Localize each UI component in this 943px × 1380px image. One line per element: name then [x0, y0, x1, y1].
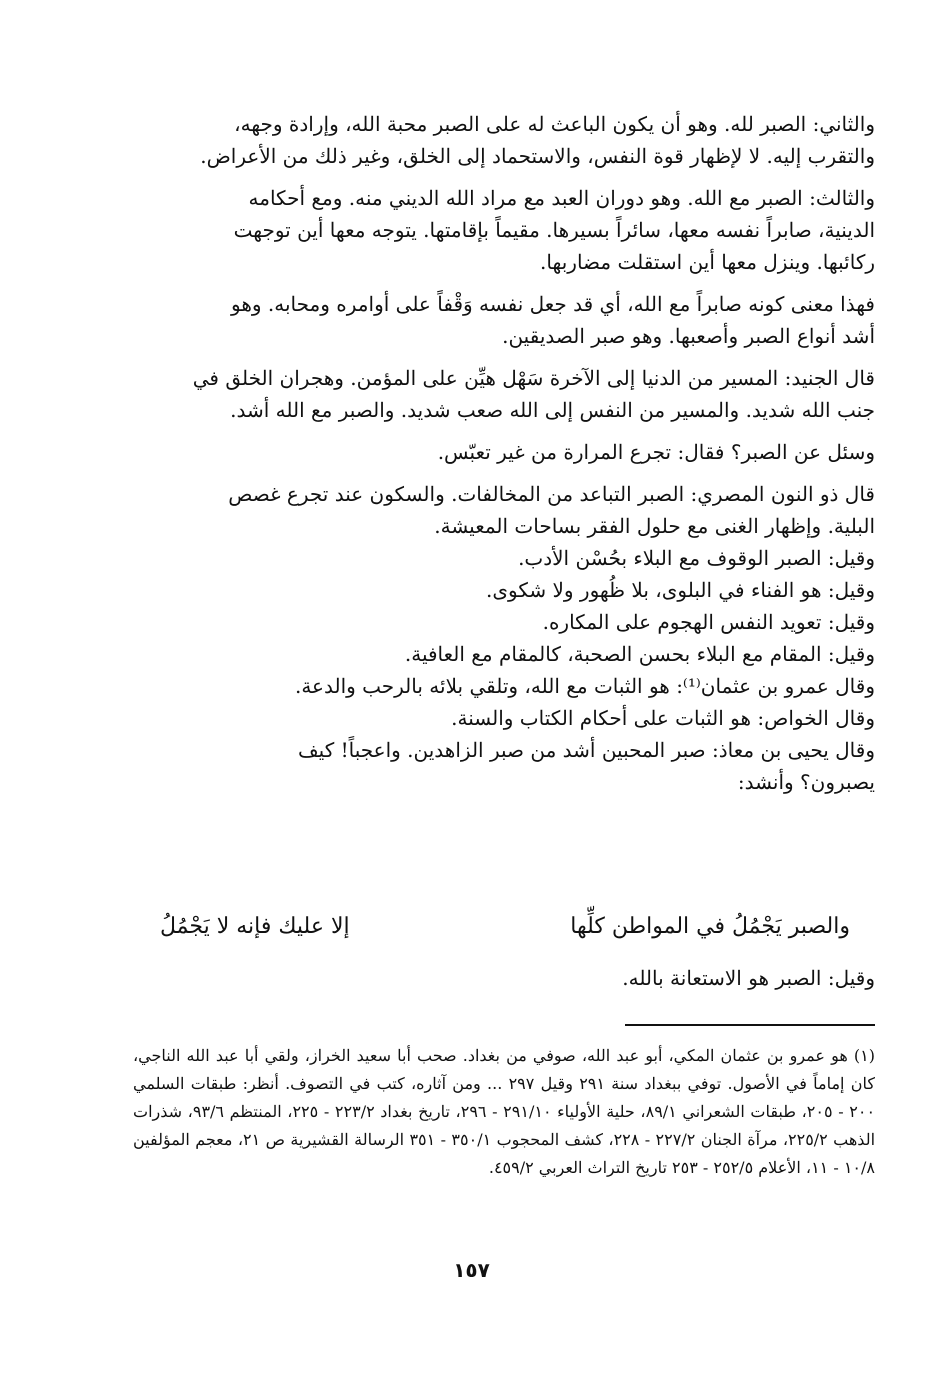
final-saying: وقيل: الصبر هو الاستعانة بالله.	[622, 966, 875, 990]
footnote	[133, 1042, 875, 1182]
footnote-text: هو عمرو بن عثمان المكي، أبو عبد الله، صوفي من بغداد. صحب أبا سعيد الخراز، ولقي أبا عبد الله الناجي، كان إماماً في الأصول. توفي ببغداد سنة ٢٩١ وقيل ٢٩٧ ... ومن آثاره، كتب في التصوف. أنظر: طبقات السلمي ٢٠٠ - ٢٠٥، طبقات الشعراني ٨٩/١، حلية الأولياء ٢٩١/١٠ - ٢٩٦، تاريخ بغداد ٢٢٣/٢ - ٢٢٥، المنتظم ٩٣/٦، شذرات الذهب ٢٢٥/٢، مرآة الجنان ٢٢٧/٢ - ٢٢٨، كشف المحجوب ٣٥٠/١ - ٣٥١ الرسالة القشيرية ص ٢١، معجم المؤلفين ١٠/٨ - ١١، الأعلام ٢٥٢/٥ - ٢٥٣ تاريخ التراث العربي ٤٥٩/٢.	[133, 1046, 876, 1177]
paragraph-question	[133, 436, 875, 468]
paragraph-dhul-nun	[133, 478, 875, 542]
saying-item: وقيل: المقام مع البلاء بحسن الصحبة، كالمقام مع العافية.	[404, 642, 875, 666]
paragraph-sabr-lillah	[133, 108, 875, 172]
sayings-list	[133, 542, 875, 734]
verse-first-hemistich: والصبر يَجْمُلُ في المواطن كلِّها	[570, 914, 850, 939]
verse-second-hemistich: إلا عليك فإنه لا يَجْمُلُ	[160, 914, 350, 939]
paragraph-sabr-maa-allah	[133, 182, 875, 278]
text-line: البلية. وإظهار الغنى مع حلول الفقر بساحات المعيشة.	[434, 514, 875, 538]
page-number: ١٥٧	[453, 1258, 490, 1282]
saying-item: وقيل: هو الفناء في البلوى، بلا ظُهور ولا شكوى.	[486, 578, 875, 602]
saying-item: وقيل: تعويد النفس الهجوم على المكاره.	[542, 610, 875, 634]
text-line: والثاني: الصبر لله. وهو أن يكون الباعث له على الصبر محبة الله، وإرادة وجهه،	[234, 112, 875, 136]
text-line: قال ذو النون المصري: الصبر التباعد من المخالفات. والسكون عند تجرع غصص	[228, 482, 875, 506]
footnote-divider	[625, 1024, 875, 1026]
text-line: والثالث: الصبر مع الله. وهو دوران العبد مع مراد الله الديني منه. ومع أحكامه	[248, 186, 875, 210]
paragraph-meaning	[133, 288, 875, 352]
paragraph-yahya	[133, 734, 875, 798]
text-line: أشد أنواع الصبر وأصعبها. وهو صبر الصديقين.	[502, 324, 875, 348]
text-line: فهذا معنى كونه صابراً مع الله، أي قد جعل نفسه وَقْفاً على أوامره ومحابه. وهو	[231, 292, 875, 316]
poetry-verse	[160, 910, 850, 944]
text-line: جنب الله شديد. والمسير من النفس إلى الله صعب شديد. والصبر مع الله أشد.	[230, 398, 875, 422]
paragraph-junayd	[133, 362, 875, 426]
main-text	[133, 108, 875, 798]
text-line: وقال يحيى بن معاذ: صبر المحبين أشد من صبر الزاهدين. واعجباً! كيف	[297, 738, 875, 762]
text-line: الدينية، صابراً نفسه معها، سائراً بسيرها. مقيماً بإقامتها. يتوجه معها أين توجهت	[233, 218, 875, 242]
saying-item: وقال الخواص: هو الثبات على أحكام الكتاب والسنة.	[451, 706, 875, 730]
text-line: ركائبها. وينزل معها أين استقلت مضاربها.	[540, 250, 875, 274]
text-line: والتقرب إليه. لا لإظهار قوة النفس، والاستحماد إلى الخلق، وغير ذلك من الأعراض.	[200, 144, 875, 168]
text-line: يصبرون؟ وأنشد:	[737, 770, 875, 794]
footnote-marker: (١)	[853, 1046, 875, 1065]
closing-text	[133, 962, 875, 994]
text-line: وسئل عن الصبر؟ فقال: تجرع المرارة من غير تعبّس.	[437, 440, 875, 464]
text-line: قال الجنيد: المسير من الدنيا إلى الآخرة سَهْل هيِّن على المؤمن. وهجران الخلق في	[192, 366, 875, 390]
saying-item: وقال عمرو بن عثمان⁽¹⁾: هو الثبات مع الله، وتلقي بلائه بالرحب والدعة.	[294, 674, 875, 698]
saying-item: وقيل: الصبر الوقوف مع البلاء بحُسْن الأدب.	[518, 546, 875, 570]
